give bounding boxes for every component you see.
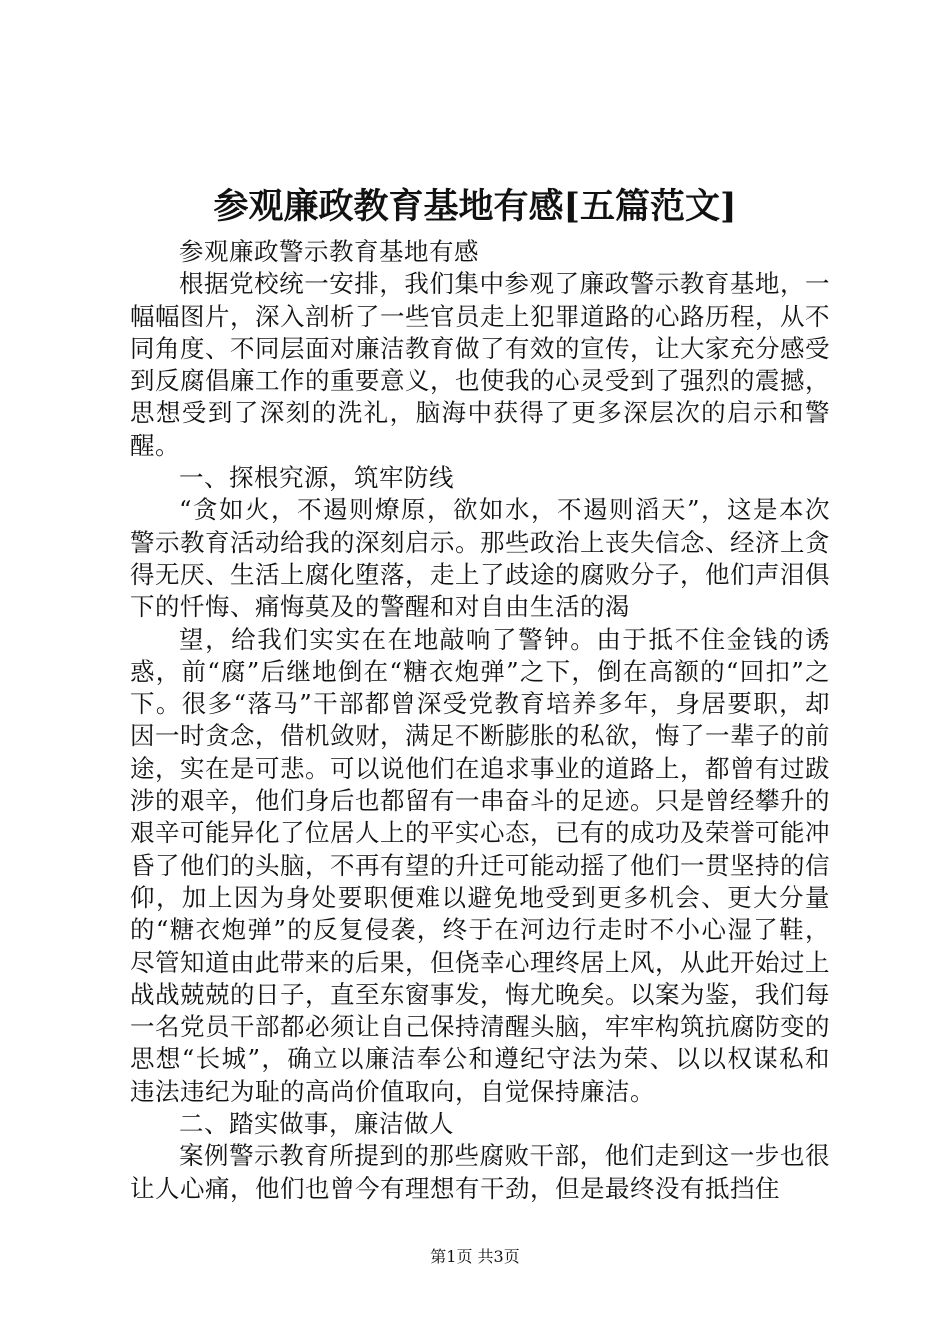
page-number-footer: 第1页 共3页 bbox=[430, 1247, 520, 1266]
document-title: 参观廉政教育基地有感[五篇范文] bbox=[213, 186, 737, 227]
intro-paragraph: 根据党校统一安排，我们集中参观了廉政警示教育基地，一幅幅图片，深入剖析了一些官员走上犯罪道路的心路历程，从不同角度、不同层面对廉洁教育做了有效的宣传，让大家充分感受到反腐倡廉工作的重要意义，也使我的心灵受到了强烈的震撼，思想受到了深刻的洗礼，脑海中获得了更多深层次的启示和警醒。 bbox=[130, 269, 830, 460]
subtitle-paragraph: 参观廉政警示教育基地有感 bbox=[179, 237, 479, 266]
body-paragraph: 望，给我们实实在在地敲响了警钟。由于抵不住金钱的诱惑，前“腐”后继地倒在“糖衣炮弹”之下，倒在高额的“回扣”之下。很多“落马”干部都曾深受党教育培养多年，身居要职，却因一时贪念，借机敛财，满足不断膨胀的私欲，悔了一辈子的前途，实在是可悲。可以说他们在追求事业的道路上，都曾有过跋涉的艰辛，他们身后也都留有一串奋斗的足迹。只是曾经攀升的艰辛可能异化了位居人上的平实心态，已有的成功及荣誉可能冲昏了他们的头脑，不再有望的升迁可能动摇了他们一贯坚持的信仰，加上因为身处要职便难以避免地受到更多机会、更大分量的“糖衣炮弹”的反复侵袭，终于在河边行走时不小心湿了鞋，尽管知道由此带来的后果，但侥幸心理终居上风，从此开始过上战战兢兢的日子，直至东窗事发，悔尤晚矣。以案为鉴，我们每一名党员干部都必须让自己保持清醒头脑，牢牢构筑抗腐防变的思想“长城”，确立以廉洁奉公和遵纪守法为荣、以以权谋私和违法违纪为耻的高尚价值取向，自觉保持廉洁。 bbox=[130, 624, 830, 1106]
body-paragraph: 案例警示教育所提到的那些腐败干部，他们走到这一步也很让人心痛，他们也曾今有理想有干劲，但是最终没有抵挡住 bbox=[130, 1141, 830, 1203]
document-body bbox=[130, 236, 830, 1205]
body-paragraph: “贪如火，不遏则燎原，欲如水，不遏则滔天”，这是本次警示教育活动给我的深刻启示。那些政治上丧失信念、经济上贪得无厌、生活上腐化堕落，走上了歧途的腐败分子，他们声泪俱下的忏悔、痛悔莫及的警醒和对自由生活的渴 bbox=[130, 495, 830, 622]
section-heading-2: 二、踏实做事，廉洁做人 bbox=[179, 1109, 454, 1139]
section-heading-1: 一、探根究源，筑牢防线 bbox=[179, 463, 454, 493]
